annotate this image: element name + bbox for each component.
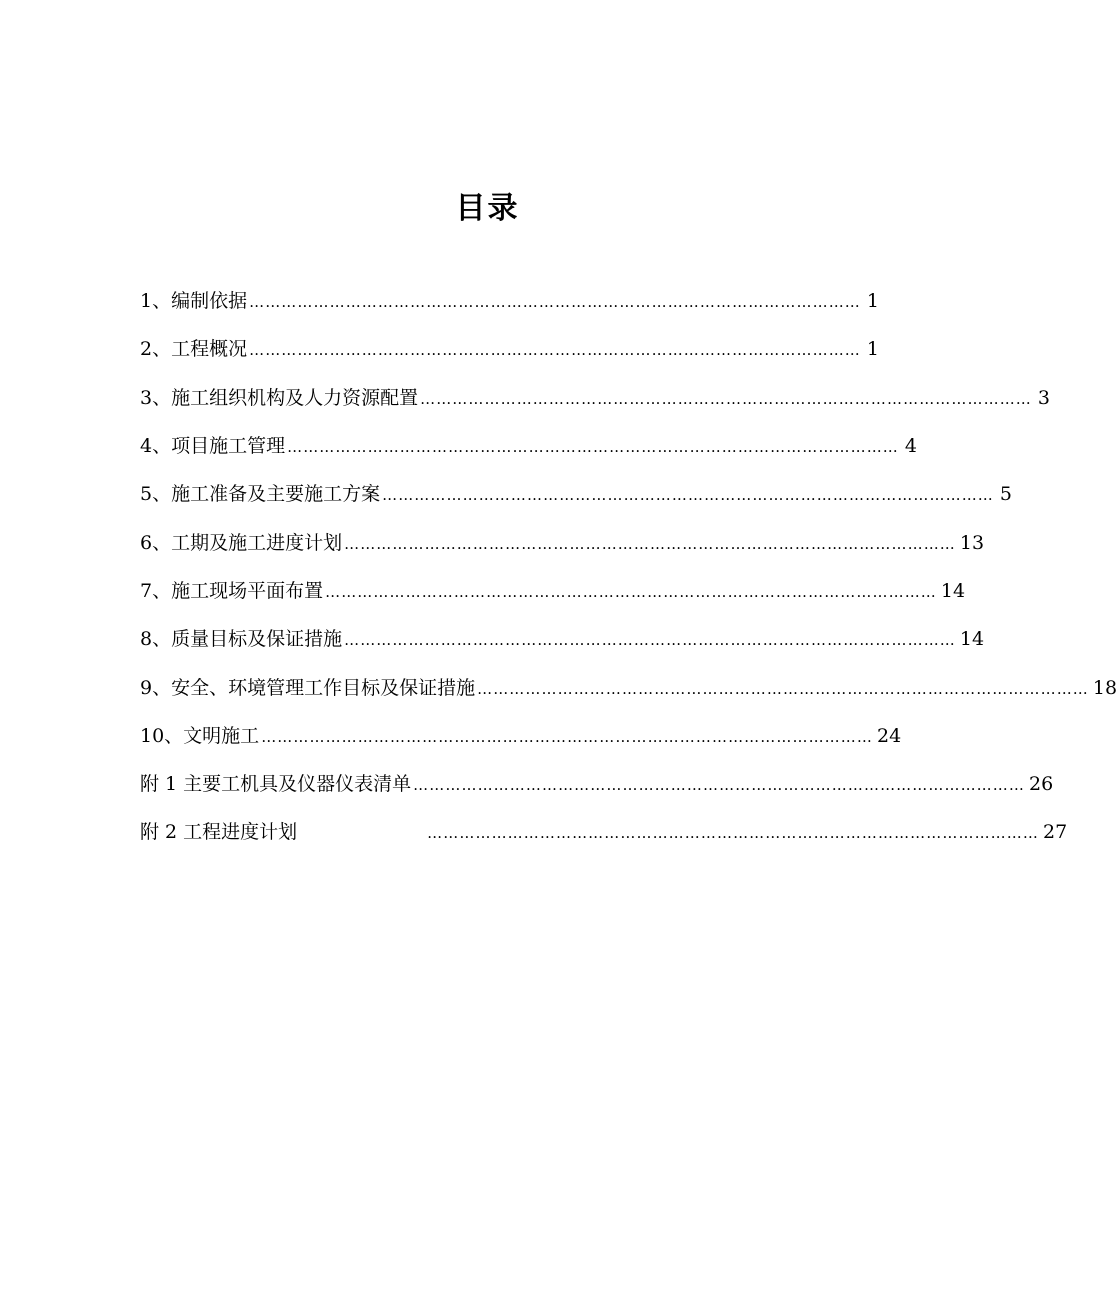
toc-entry-label: 1、编制依据 xyxy=(140,290,248,313)
toc-entry-page: 5 xyxy=(999,483,1012,506)
toc-entry xyxy=(140,663,1117,711)
toc-entry xyxy=(140,422,917,470)
toc-leader-dots: …………………………………………………………………………………………………… xyxy=(261,727,873,746)
toc-leader-dots: …………………………………………………………………………………………………… xyxy=(325,582,937,601)
toc-entry-page: 18 xyxy=(1092,676,1117,699)
toc-entry-label: 2、工程概况 xyxy=(140,338,248,361)
toc-entry-label: 3、施工组织机构及人力资源配置 xyxy=(140,386,419,409)
toc-leader-dots: …………………………………………………………………………………………………… xyxy=(382,486,994,505)
toc-entry-page: 1 xyxy=(866,338,879,361)
toc-entry xyxy=(140,760,1054,808)
toc-leader-dots: …………………………………………………………………………………………………… xyxy=(287,438,899,457)
toc-entry xyxy=(140,518,985,566)
toc-entry-label: 8、质量目标及保证措施 xyxy=(140,628,343,651)
toc-entry-page: 24 xyxy=(877,724,902,747)
toc-entry-page: 14 xyxy=(959,628,985,651)
toc-entry-label: 附 2 工程进度计划 xyxy=(140,821,298,844)
toc-entry-page: 14 xyxy=(940,579,966,602)
toc-entry-label: 9、安全、环境管理工作目标及保证措施 xyxy=(140,676,476,699)
toc-leader-dots: …………………………………………………………………………………………………… xyxy=(427,824,1039,843)
toc-entry-page: 1 xyxy=(866,290,879,313)
toc-entry-label: 4、项目施工管理 xyxy=(140,435,286,458)
toc-entry-label: 6、工期及施工进度计划 xyxy=(140,531,343,554)
toc-entry-page: 26 xyxy=(1028,773,1054,796)
toc-entry xyxy=(140,374,1050,422)
toc-entry-label: 附 1 主要工机具及仪器仪表清单 xyxy=(140,773,412,796)
toc-leader-dots: …………………………………………………………………………………………………… xyxy=(413,776,1025,795)
toc-leader-dots: …………………………………………………………………………………………………… xyxy=(249,293,861,312)
toc-entry xyxy=(140,470,1012,518)
toc-entry xyxy=(140,712,902,760)
toc-leader-dots: …………………………………………………………………………………………………… xyxy=(477,679,1089,698)
toc-entry-label: 7、施工现场平面布置 xyxy=(140,579,324,602)
toc-entry xyxy=(140,615,985,663)
toc-entry xyxy=(140,325,879,373)
toc-entry xyxy=(140,808,1068,856)
toc-entry-page: 4 xyxy=(904,435,917,458)
toc-leader-dots: …………………………………………………………………………………………………… xyxy=(420,389,1032,408)
toc-leader-dots: …………………………………………………………………………………………………… xyxy=(344,534,956,553)
toc-leader-dots: …………………………………………………………………………………………………… xyxy=(249,341,861,360)
toc-entry-label: 10、文明施工 xyxy=(140,724,260,747)
table-of-contents xyxy=(140,277,1117,857)
toc-leader-dots: …………………………………………………………………………………………………… xyxy=(344,631,956,650)
toc-entry xyxy=(140,277,879,325)
toc-entry-label: 5、施工准备及主要施工方案 xyxy=(140,483,381,506)
toc-entry-page: 27 xyxy=(1042,821,1068,844)
toc-entry-page: 3 xyxy=(1037,386,1050,409)
toc-entry xyxy=(140,567,966,615)
page-title: 目录 xyxy=(455,191,520,226)
toc-entry-page: 13 xyxy=(959,531,985,554)
